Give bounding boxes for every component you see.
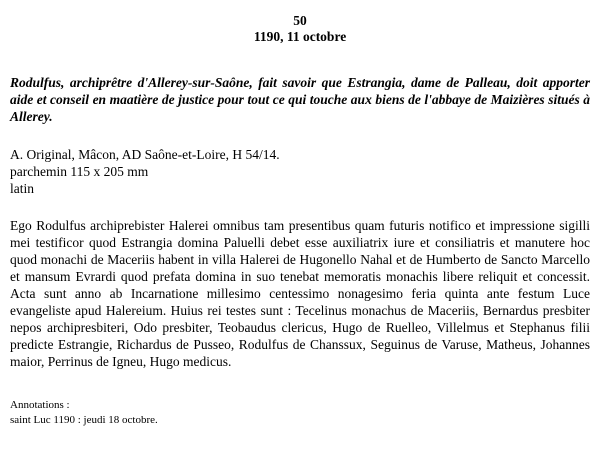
french-summary: Rodulfus, archiprêtre d'Allerey-sur-Saône, fait savoir que Estrangia, dame de Palleau, doit apporter aide et conseil en maatière de justice pour tout ce qui touche aux biens de l'abbaye de Maizières situés à Allerey. [10, 75, 590, 124]
source-block [10, 146, 590, 197]
source-language: latin [10, 181, 34, 196]
latin-charter-text: Ego Rodulfus archiprebister Halerei omnibus tam presentibus quam futuris notifico et impressione sigilli mei testificor quod Estrangia domina Paluelli debet esse auxiliatrix iure et consiliatris et manutere hoc quod monachi de Maceriis habent in villa Halerei de Hugonello Nahal et de Humberto de Sancto Marcello et mansum Evrardi quod prefata domina in suo tenebat memoratis monachis libere reliquit et concessit. Acta sunt anno ab Incarnatione millesimo centessimo nonagesimo feria quinta ante festum Luce evangeliste apud Halereium. Huius rei testes sunt : Tecelinus monachus de Maceriis, Bernardus presbiter nepos archipresbiteri, Odo presbiter, Teobaudus clericus, Hugo de Ruelleo, Villelmus et Stephanus filii predicte Estrangie, Richardus de Pusseo, Rodulfus de Chanssux, Seguinus de Varuse, Matheus, Johannes maior, Perrinus de Igneu, Hugo medicus. [10, 218, 590, 369]
source-support: parchemin 115 x 205 mm [10, 164, 149, 179]
annotations-label: Annotations : [10, 399, 70, 411]
source-original: A. Original, Mâcon, AD Saône-et-Loire, H 54/14. [10, 147, 280, 162]
annotations-block [10, 398, 590, 428]
act-date-heading: 1190, 11 octobre [253, 29, 347, 44]
annotations-note: saint Luc 1190 : jeudi 18 octobre. [10, 414, 158, 426]
act-number: 50 [293, 13, 307, 28]
